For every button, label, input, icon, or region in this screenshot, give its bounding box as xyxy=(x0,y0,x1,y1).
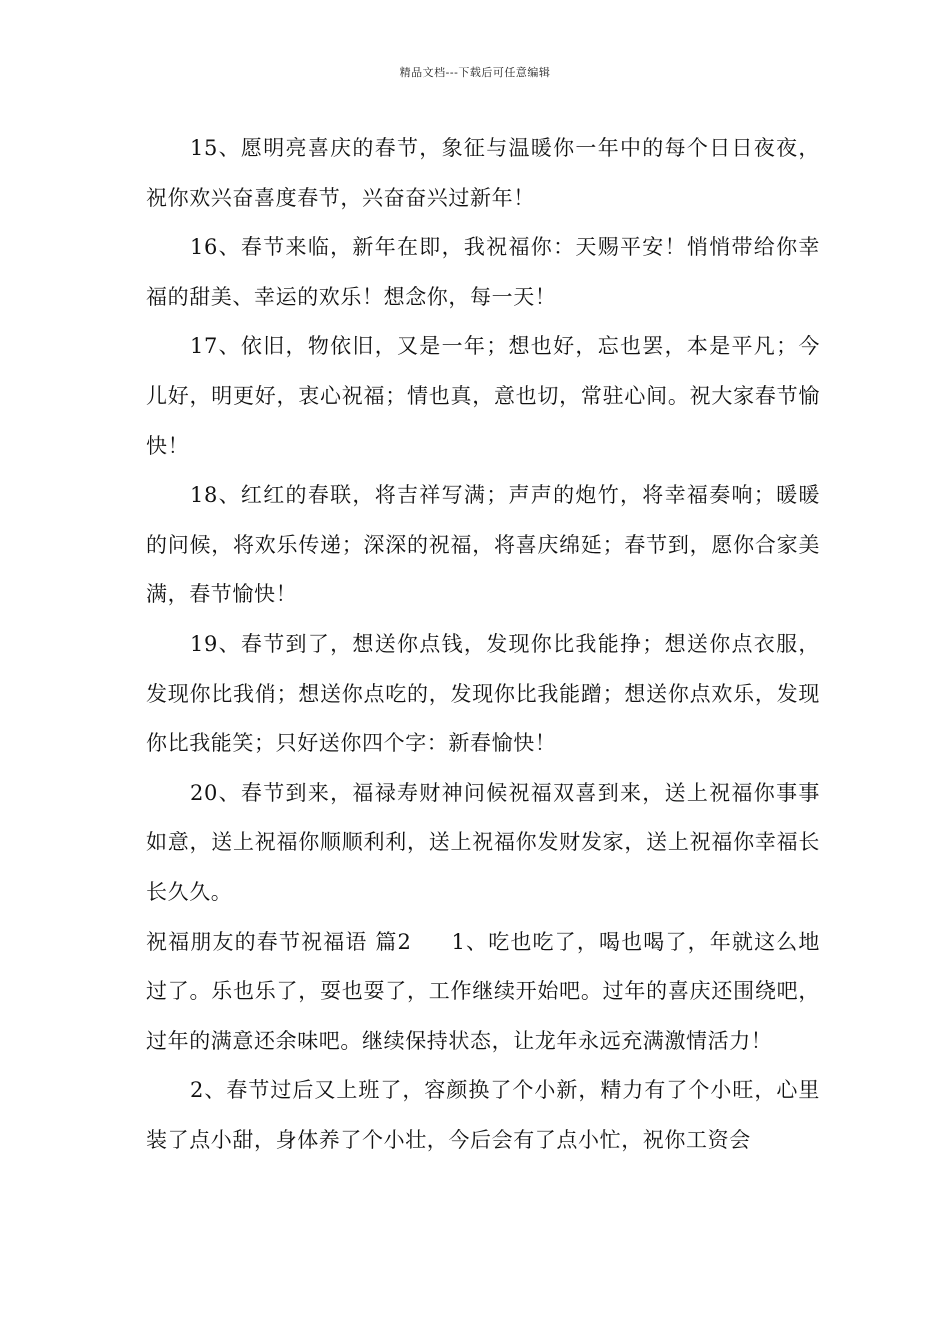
paragraph-15: 15、愿明亮喜庆的春节，象征与温暖你一年中的每个日日夜夜，祝你欢兴奋喜度春节，兴奋奋兴过新年！ xyxy=(146,136,820,210)
paragraph-18: 18、红红的春联，将吉祥写满；声声的炮竹，将幸福奏响；暖暖的问候，将欢乐传递；深深的祝福，将喜庆绵延；春节到，愿你合家美满，春节愉快！ xyxy=(146,483,820,607)
paragraph-19: 19、春节到了，想送你点钱，发现你比我能挣；想送你点衣服，发现你比我俏；想送你点吃的，发现你比我能蹭；想送你点欢乐，发现你比我能笑；只好送你四个字：新春愉快！ xyxy=(146,631,820,756)
section-heading: 祝福朋友的春节祝福语 篇2 xyxy=(146,929,412,954)
page-header: 精品文档---下载后可任意编辑 xyxy=(399,66,551,79)
paragraph-17: 17、依旧，物依旧，又是一年；想也好，忘也罢，本是平凡；今儿好，明更好，衷心祝福；情也真，意也切，常驻心间。祝大家春节愉快！ xyxy=(146,334,820,458)
paragraph-20: 20、春节到来，福禄寿财神问候祝福双喜到来，送上祝福你事事如意，送上祝福你顺顺利利，送上祝福你发财发家，送上祝福你幸福长长久久。 xyxy=(146,780,820,904)
paragraph-16: 16、春节来临，新年在即，我祝福你：天赐平安！悄悄带给你幸福的甜美、幸运的欢乐！想念你，每一天！ xyxy=(146,235,820,309)
document-body xyxy=(146,124,820,1165)
section-item-1: 1、吃也吃了，喝也喝了，年就这么地过了。乐也乐了，耍也耍了，工作继续开始吧。过年的喜庆还围绕吧，过年的满意还余味吧。继续保持状态，让龙年永远充满激情活力！ xyxy=(146,929,821,1053)
section-item-2: 2、春节过后又上班了，容颜换了个小新，精力有了个小旺，心里装了点小甜，身体养了个小壮，今后会有了点小忙，祝你工资会 xyxy=(146,1078,820,1152)
section-paragraph xyxy=(146,918,820,1067)
